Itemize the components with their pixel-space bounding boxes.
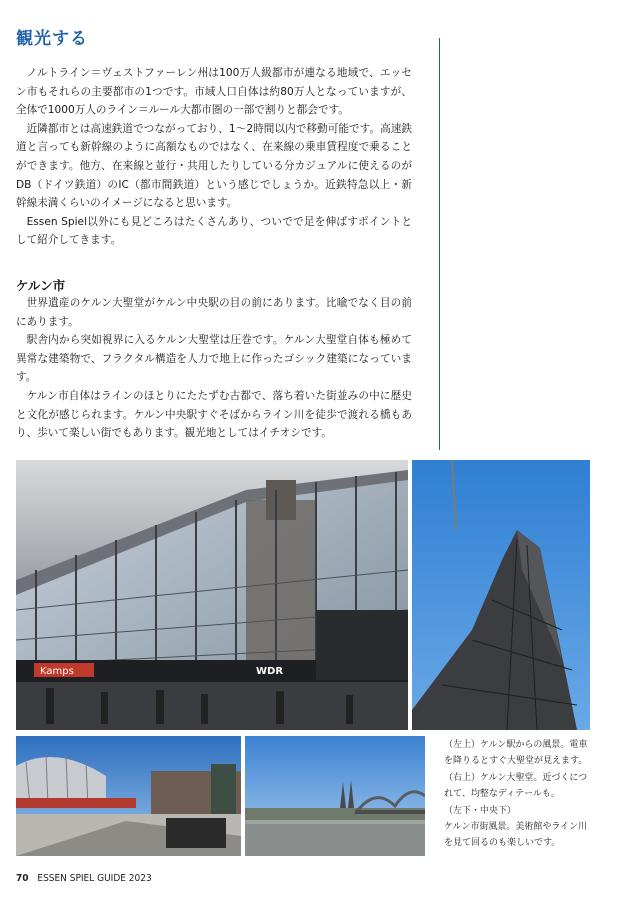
- publication-title: ESSEN SPIEL GUIDE 2023: [37, 873, 152, 884]
- column-divider: [439, 38, 440, 450]
- intro-paragraph-2: 近隣都市とは高速鉄道でつながっており、1〜2時間以内で移動可能です。高速鉄道と言っても新幹線のように高額なものではなく、在来線の乗車賃程度で乗ることができます。他方、在来線と並行・共用したりしている分カジュアルに使えるのがDB（ドイツ鉄道）のIC（都市間鉄道）という感じでしょうか。近鉄特急以上・新幹線未満くらいのイメージになると思います。: [16, 122, 412, 210]
- caption-line: を見て回るのも楽しいです。: [444, 838, 561, 849]
- koln-text: [16, 294, 412, 443]
- caption-line: （左上）ケルン駅からの風景。電車: [444, 740, 588, 750]
- intro-text: [16, 64, 412, 250]
- photo-station-hall: [16, 460, 408, 730]
- koln-paragraph-3: ケルン市自体はラインのほとりにたたずむ古都で、落ち着いた街並みの中に歴史と文化が感じられます。ケルン中央駅すぐそばからライン川を徒歩で渡れる橋もあり、歩いて楽しい街でもあります。観光地としてはイチオシです。: [16, 389, 412, 440]
- photo-station-exterior: [16, 736, 241, 856]
- caption-line: （左下・中央下）: [444, 805, 517, 816]
- photo-caption: [444, 737, 604, 852]
- page-number: 70: [16, 873, 29, 884]
- koln-paragraph-1: 世界遺産のケルン大聖堂がケルン中央駅の目の前にあります。比喩でなく目の前にあります。: [16, 297, 412, 328]
- section-heading: 観光する: [16, 29, 88, 49]
- sign-kamps: Kamps: [40, 666, 74, 677]
- caption-line: れて、均整なディテールも。: [444, 789, 560, 800]
- page-footer: [16, 873, 152, 884]
- intro-paragraph-1: ノルトライン＝ヴェストファーレン州は100万人級都市が連なる地域で、エッセン市もそれらの主要都市の1つです。市域人口自体は約80万人となっていますが、全体で1000万人のライン＝ルール大都市圏の一部で割りと都会です。: [16, 67, 412, 117]
- sign-wdr: WDR: [256, 666, 284, 677]
- photo-rhine-bridge: [245, 736, 425, 856]
- caption-line: （右上）ケルン大聖堂。近づくにつ: [444, 772, 588, 783]
- intro-paragraph-3: Essen Spiel以外にも見どころはたくさんあり、ついでで足を伸ばすポイントとして紹介してきます。: [16, 215, 412, 247]
- photo-cathedral-tower: [412, 460, 590, 730]
- koln-subheading: ケルン市: [16, 278, 66, 293]
- caption-line: ケルン市街風景。美術館やライン川: [444, 822, 588, 833]
- koln-paragraph-2: 駅舎内から突如視界に入るケルン大聖堂は圧巻です。ケルン大聖堂自体も極めて異常な建築物で、フラクタル構造を人力で地上に作ったゴシック建築になっています。: [16, 334, 412, 384]
- caption-line: を降りるとすぐ大聖堂が見えます。: [444, 756, 588, 767]
